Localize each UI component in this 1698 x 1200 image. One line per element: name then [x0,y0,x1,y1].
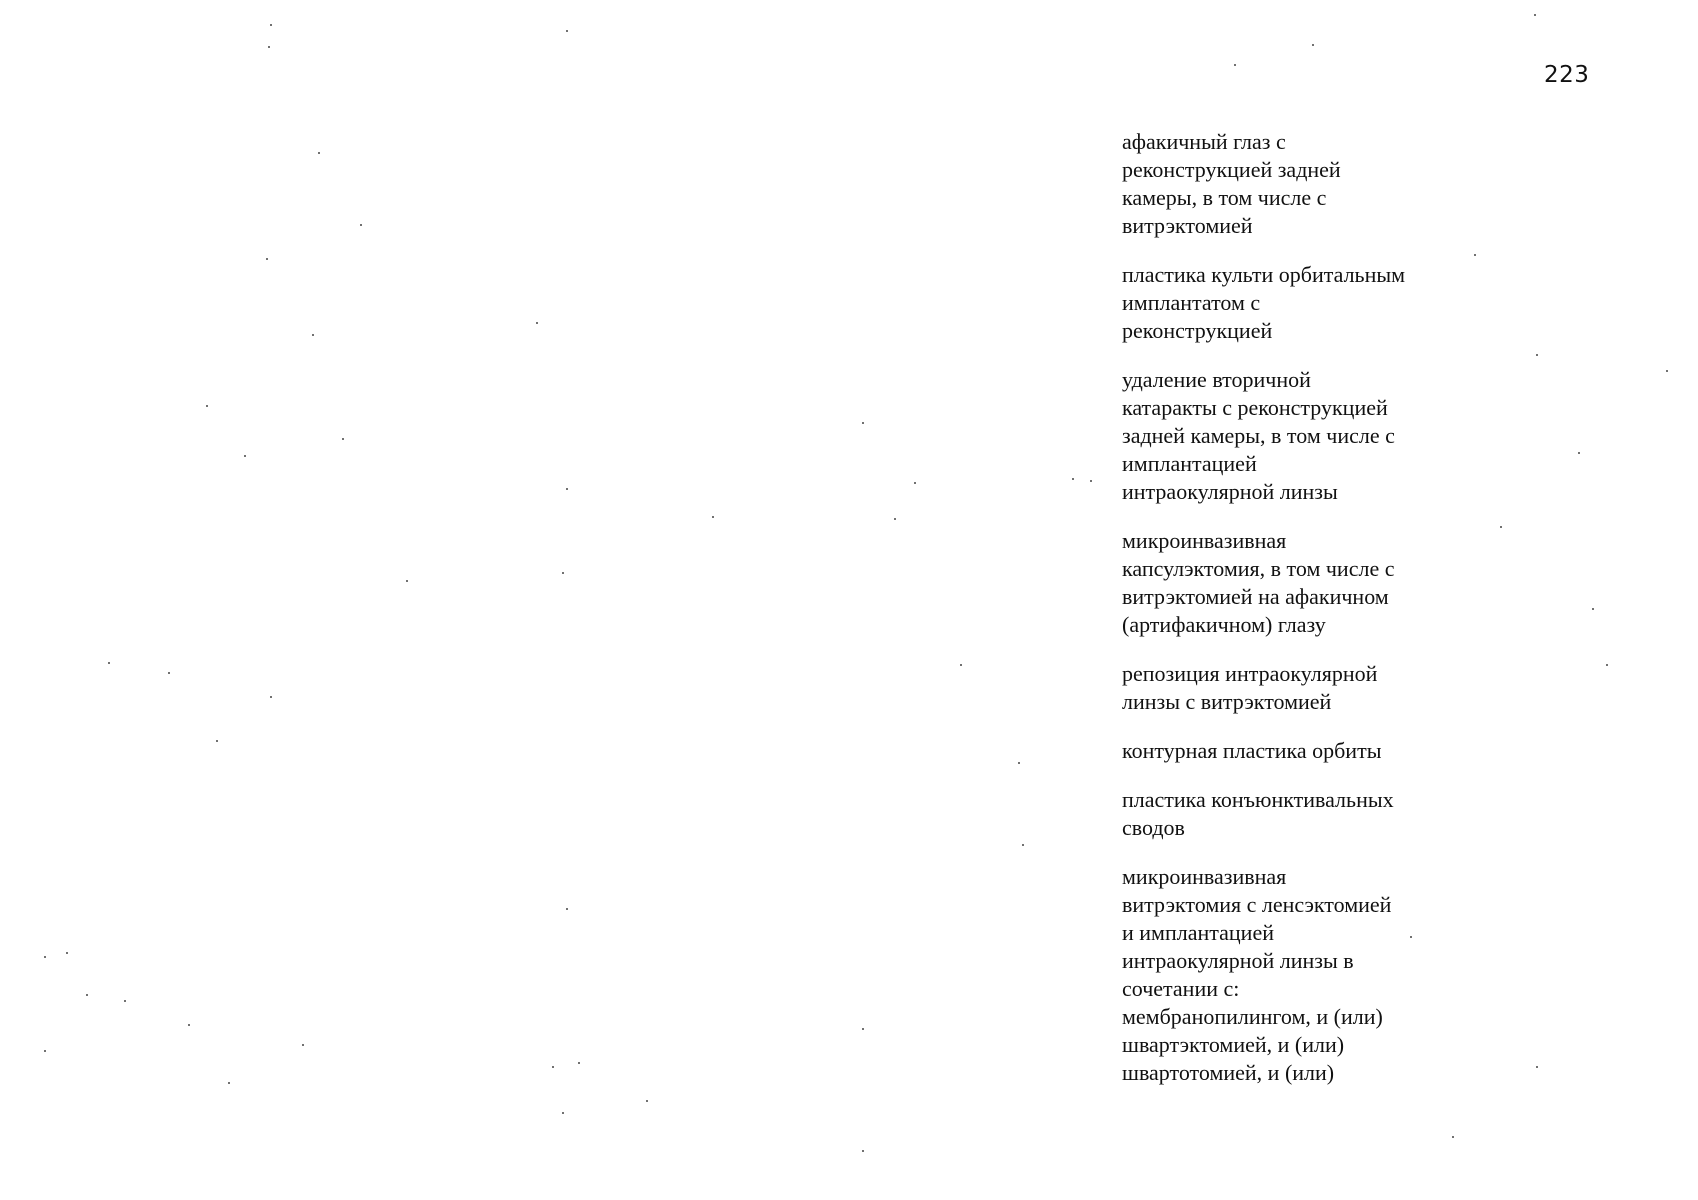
scan-speck [578,1062,580,1064]
list-item [1122,863,1482,1087]
list-item [1122,660,1482,716]
scan-speck [266,258,268,260]
scan-speck [108,662,110,664]
text-line: интраокулярной линзы в [1122,948,1354,973]
scan-speck [188,1024,190,1026]
scan-speck [1090,480,1092,482]
scan-speck [1500,526,1502,528]
scan-speck [566,908,568,910]
scan-speck [1536,1066,1538,1068]
text-line: швартотомией, и (или) [1122,1060,1335,1085]
scan-speck [1474,254,1476,256]
scan-speck [228,1082,230,1084]
list-item [1122,786,1482,842]
text-line: сочетании с: [1122,976,1240,1001]
text-line: реконструкцией задней [1122,157,1341,182]
text-line: пластика культи орбитальным [1122,262,1406,287]
text-line: камеры, в том числе с [1122,185,1327,210]
scan-speck [862,1150,864,1152]
scan-speck [360,224,362,226]
list-item [1122,261,1482,345]
scan-speck [566,30,568,32]
scan-speck [1234,64,1236,66]
scan-speck [1018,762,1020,764]
text-line: витрэктомией на афакичном [1122,584,1389,609]
scan-speck [270,696,272,698]
list-item [1122,737,1482,765]
scan-speck [646,1100,648,1102]
text-line: афакичный глаз с [1122,129,1286,154]
scan-speck [712,516,714,518]
text-line: пластика конъюнктивальных [1122,787,1394,812]
text-line: витрэктомия с ленсэктомией [1122,892,1392,917]
scan-speck [552,1066,554,1068]
text-line: контурная пластика орбиты [1122,738,1382,763]
text-line: швартэктомией, и (или) [1122,1032,1345,1057]
scan-speck [312,334,314,336]
list-item [1122,128,1482,240]
text-line: и имплантацией [1122,920,1274,945]
scan-speck [168,672,170,674]
scan-speck [914,482,916,484]
scan-speck [1312,44,1314,46]
text-line: микроинвазивная [1122,864,1287,889]
scan-speck [566,488,568,490]
scan-speck [1606,664,1608,666]
page-number: 223 [1544,62,1590,88]
scan-speck [562,572,564,574]
text-line: имплантацией [1122,451,1257,476]
scan-speck [894,518,896,520]
scan-speck [342,438,344,440]
scan-speck [862,422,864,424]
scan-speck [562,1112,564,1114]
scan-speck [244,455,246,457]
scan-speck [1666,370,1668,372]
scan-speck [270,24,272,26]
text-line: имплантатом с [1122,290,1261,315]
scan-speck [86,994,88,996]
list-item [1122,366,1482,506]
scan-speck [44,1050,46,1052]
scan-speck [1578,452,1580,454]
text-line: задней камеры, в том числе с [1122,423,1395,448]
text-line: интраокулярной линзы [1122,479,1338,504]
scan-speck [318,152,320,154]
scan-speck [862,1028,864,1030]
scan-speck [536,322,538,324]
list-item [1122,527,1482,639]
text-line: капсулэктомия, в том числе с [1122,556,1395,581]
text-line: сводов [1122,815,1185,840]
text-line: удаление вторичной [1122,367,1311,392]
scan-speck [960,664,962,666]
procedure-list [1122,128,1482,1108]
text-line: линзы с витрэктомией [1122,689,1332,714]
text-line: реконструкцией [1122,318,1273,343]
scan-speck [406,580,408,582]
text-line: витрэктомией [1122,213,1253,238]
scan-speck [44,956,46,958]
scan-speck [1536,354,1538,356]
text-line: катаракты с реконструкцией [1122,395,1388,420]
scan-speck [1592,608,1594,610]
scan-speck [216,740,218,742]
scan-speck [1022,844,1024,846]
scan-speck [206,405,208,407]
scan-speck [268,46,270,48]
scan-speck [66,952,68,954]
text-line: (артифакичном) глазу [1122,612,1326,637]
scan-speck [1410,936,1412,938]
text-line: репозиция интраокулярной [1122,661,1378,686]
scan-speck [302,1044,304,1046]
scan-speck [1072,478,1074,480]
text-line: микроинвазивная [1122,528,1287,553]
scan-speck [1452,1136,1454,1138]
text-line: мембранопилингом, и (или) [1122,1004,1383,1029]
scan-speck [124,1000,126,1002]
scan-speck [1534,14,1536,16]
